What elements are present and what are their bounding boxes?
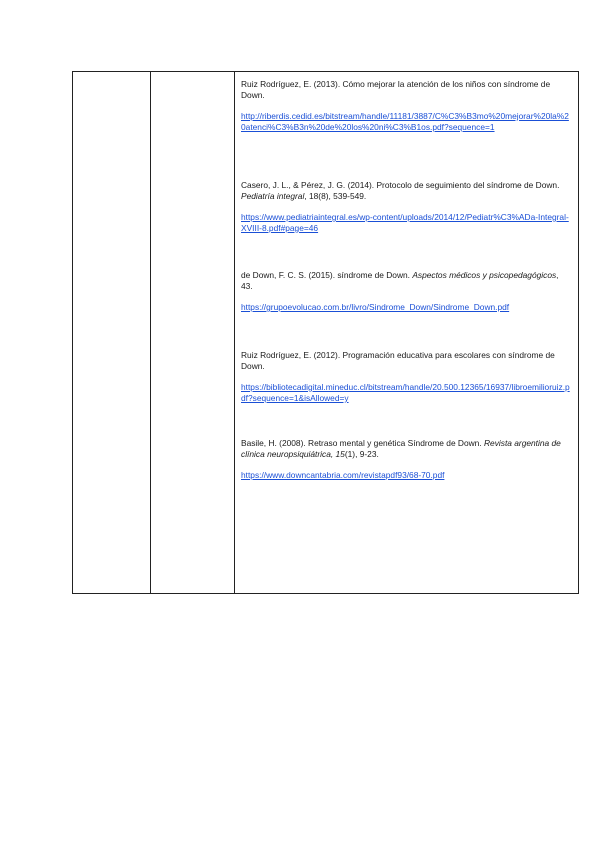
citation-text: Ruiz Rodríguez, E. (2012). Programación educativa para escolares con síndrome de Down. (241, 350, 555, 371)
citation-text: Ruiz Rodríguez, E. (2013). Cómo mejorar la atención de los niños con síndrome de Down. (241, 79, 551, 100)
reference-citation (241, 350, 570, 372)
empty-cell-2 (151, 72, 235, 594)
table-row (73, 72, 579, 594)
citation-text-after: , 18(8), 539-549. (304, 191, 367, 201)
reference-item (241, 438, 570, 481)
references-cell (235, 72, 579, 594)
reference-link[interactable]: https://bibliotecadigital.mineduc.cl/bitstream/handle/20.500.12365/16937/libroemilioruiz.pdf?sequence=1&isAllowed=y (241, 382, 570, 403)
citation-text-after: , 43. (241, 270, 559, 291)
reference-link[interactable]: https://www.downcantabria.com/revistapdf93/68-70.pdf (241, 470, 445, 480)
reference-item (241, 180, 570, 270)
reference-item (241, 79, 570, 180)
empty-cell-1 (73, 72, 151, 594)
reference-link[interactable]: https://grupoevolucao.com.br/livro/Sindrome_Down/Sindrome_Down.pdf (241, 302, 510, 312)
citation-text: Basile, H. (2008). Retraso mental y genética Síndrome de Down. (241, 438, 484, 448)
citation-italic: Revista argentina de clínica neuropsiquiátrica, 15 (241, 438, 561, 459)
citation-text: de Down, F. C. S. (2015). síndrome de Down. (241, 270, 413, 280)
reference-citation (241, 438, 570, 460)
citation-italic: Pediatría integral (241, 191, 305, 201)
reference-link[interactable]: http://riberdis.cedid.es/bitstream/handle/11181/3887/C%C3%B3mo%20mejorar%20la%20atenci%C3%B3n%20de%20los%20ni%C3%B1os.pdf?sequence=1 (241, 111, 569, 132)
reference-citation (241, 270, 570, 292)
reference-item (241, 350, 570, 438)
citation-italic: Aspectos médicos y psicopedagógicos (412, 270, 557, 280)
reference-citation (241, 180, 570, 202)
reference-link[interactable]: https://www.pediatriaintegral.es/wp-content/uploads/2014/12/Pediatr%C3%ADa-Integral-XVIII-8.pdf#page=46 (241, 212, 569, 233)
references-table (72, 71, 579, 594)
reference-item (241, 270, 570, 350)
citation-text-after: (1), 9-23. (344, 449, 379, 459)
citation-text: Casero, J. L., & Pérez, J. G. (2014). Protocolo de seguimiento del síndrome de Down. (241, 180, 560, 190)
reference-citation (241, 79, 570, 101)
